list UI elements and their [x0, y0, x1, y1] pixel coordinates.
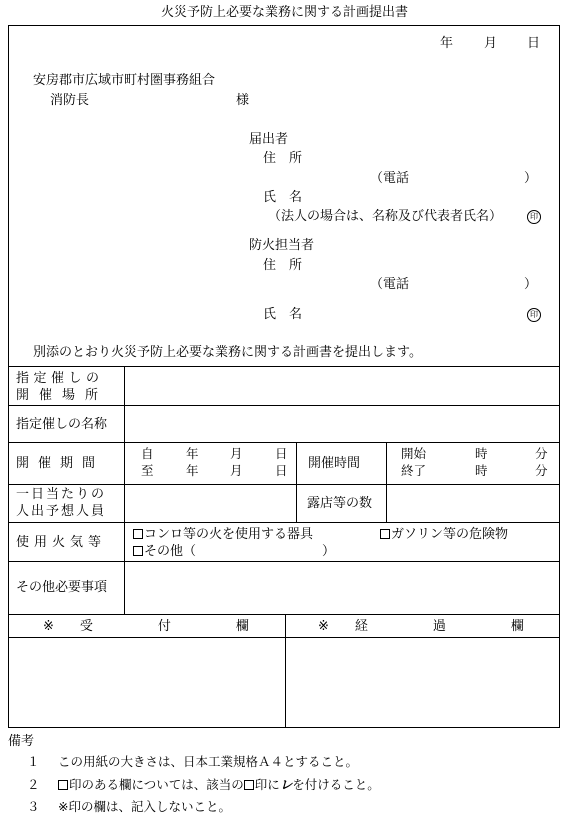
statement-text: 別添のとおり火災予防上必要な業務に関する計画書を提出します。 [33, 345, 422, 360]
row-rule [8, 522, 560, 523]
fire-option-other-text: その他（ [144, 544, 197, 559]
period-from-month: 月 [230, 446, 243, 461]
hours-start-hour: 時 [475, 446, 488, 461]
note-2-number: ２ [27, 777, 40, 792]
note-2-text [58, 779, 380, 792]
applicant-heading: 届出者 [249, 132, 289, 147]
applicant-address-label: 住 所 [263, 151, 303, 166]
column-rule [386, 442, 387, 484]
note-3-number: ３ [27, 799, 40, 814]
event-name-label: 指定催しの名称 [16, 417, 108, 432]
period-from-year: 年 [186, 446, 199, 461]
addressee-org: 安房郡市広域市町村圏事務組合 [33, 73, 216, 88]
column-rule [296, 484, 297, 522]
checkbox-icon[interactable] [133, 529, 143, 539]
venue-field[interactable] [125, 367, 559, 405]
note-2-post: を付けること。 [292, 777, 380, 792]
notes-heading: 備考 [8, 734, 35, 749]
fire-option-gasoline[interactable] [380, 528, 508, 541]
attendance-field[interactable] [125, 485, 295, 522]
fire-option-other-close: ） [322, 544, 336, 559]
note-1-number: １ [27, 754, 40, 769]
note-2-pre: 印のある欄については、該当の [69, 777, 244, 792]
period-to-day: 日 [275, 463, 288, 478]
fire-manager-name-label: 氏 名 [263, 307, 303, 322]
applicant-name-label: 氏 名 [263, 190, 303, 205]
row-rule [8, 614, 560, 615]
addressee-honorific: 様 [236, 93, 250, 108]
column-rule [285, 614, 286, 728]
check-mark-icon: レ [279, 777, 293, 792]
period-label: 開催期間 [16, 456, 105, 471]
fire-option-stove-text: コンロ等の火を使用する器具 [144, 527, 314, 542]
applicant-phone-label: （電話 [370, 171, 410, 186]
applicant-phone-close: ） [524, 171, 538, 186]
fire-manager-heading: 防火担当者 [249, 238, 315, 253]
period-from-day: 日 [275, 446, 288, 461]
fire-manager-phone-close: ） [524, 277, 538, 292]
fire-manager-address-label: 住 所 [263, 258, 303, 273]
period-to-prefix: 至 [141, 463, 154, 478]
hours-start-label: 開始 [401, 446, 427, 461]
venue-label-1-text: 指定催しの [16, 371, 104, 386]
date-day-label: 日 [527, 36, 541, 51]
date-year-label: 年 [440, 36, 454, 51]
row-rule [8, 442, 560, 443]
checkbox-icon [58, 780, 68, 790]
stalls-label: 露店等の数 [307, 496, 373, 511]
note-1-text: この用紙の大きさは、日本工業規格Ａ４とすること。 [58, 754, 359, 769]
period-to-month: 月 [230, 463, 243, 478]
stalls-field[interactable] [387, 485, 559, 522]
fire-use-label: 使用火気等 [16, 535, 107, 550]
fire-option-gasoline-text: ガソリン等の危険物 [391, 527, 509, 542]
hours-label: 開催時間 [308, 456, 361, 471]
column-rule [296, 442, 297, 484]
checkbox-icon[interactable] [133, 546, 143, 556]
attendance-label-1: 一日当たりの [16, 487, 107, 502]
fire-option-other[interactable] [133, 545, 196, 558]
other-label: その他必要事項 [16, 580, 108, 595]
checkbox-icon[interactable] [380, 529, 390, 539]
checkbox-icon [244, 780, 254, 790]
row-rule [8, 637, 560, 638]
applicant-corporate-note: （法人の場合は、名称及び代表者氏名） [268, 209, 503, 224]
hours-end-hour: 時 [475, 463, 488, 478]
event-name-field[interactable] [125, 406, 559, 442]
fire-option-stove[interactable] [133, 528, 313, 541]
period-to-year: 年 [186, 463, 199, 478]
venue-label-1 [16, 372, 118, 385]
applicant-seal-icon: 印 [527, 210, 541, 224]
hours-end-label: 終了 [401, 463, 427, 478]
other-field[interactable] [125, 562, 559, 614]
addressee-chief: 消防長 [50, 93, 90, 108]
hours-start-minute: 分 [535, 446, 548, 461]
page-title: 火災予防上必要な業務に関する計画提出書 [160, 5, 408, 20]
fire-manager-phone-label: （電話 [370, 277, 410, 292]
period-from-prefix: 自 [141, 446, 154, 461]
fire-manager-seal-icon: 印 [527, 308, 541, 322]
note-2-mid: 印に [254, 777, 280, 792]
reception-label: ※ 受 付 欄 [43, 619, 249, 634]
date-month-label: 月 [484, 36, 498, 51]
note-3-text: ※印の欄は、記入しないこと。 [58, 799, 231, 814]
hours-end-minute: 分 [535, 463, 548, 478]
progress-label: ※ 経 過 欄 [318, 619, 524, 634]
attendance-label-2: 人出予想人員 [16, 504, 107, 519]
venue-label-2: 開催場所 [16, 388, 109, 403]
